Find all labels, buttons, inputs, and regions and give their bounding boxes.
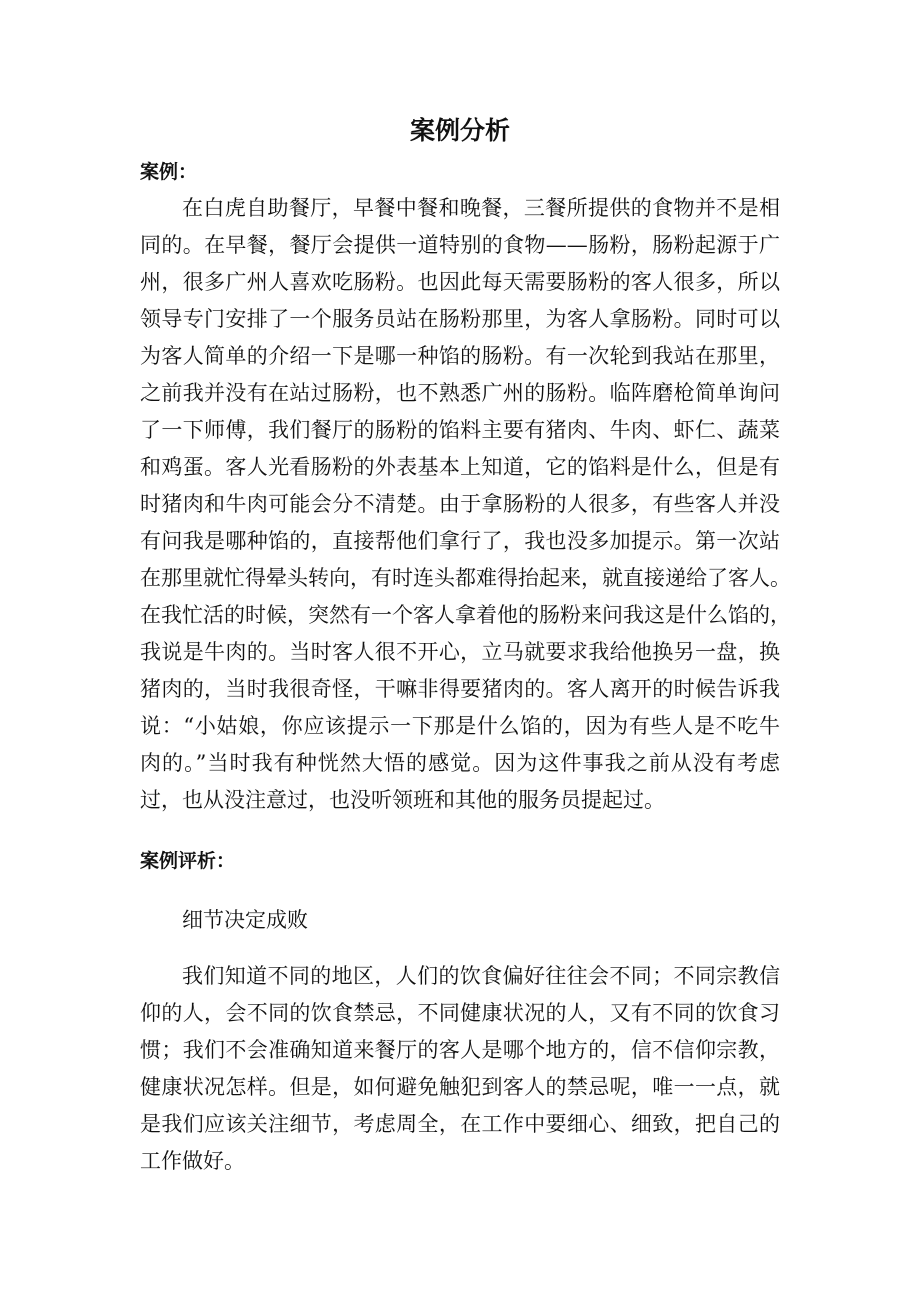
case-line: 时猪肉和牛肉可能会分不清楚。由于拿肠粉的人很多，有些客人并没 [140, 492, 780, 516]
analysis-subtitle: 细节决定成败 [182, 908, 308, 932]
case-line: 在白虎自助餐厅，早餐中餐和晚餐，三餐所提供的食物并不是相 [182, 196, 780, 220]
conclusion-line: 我们知道不同的地区，人们的饮食偏好往往会不同；不同宗教信 [182, 964, 780, 988]
conclusion-line: 工作做好。 [140, 1149, 245, 1173]
case-paragraph [140, 190, 791, 819]
case-line: 在我忙活的时候，突然有一个客人拿着他的肠粉来问我这是什么馅的， [140, 603, 791, 627]
case-line: 我说是牛肉的。当时客人很不开心，立马就要求我给他换另一盘，换 [140, 640, 780, 664]
case-line: 肉的。”当时我有种恍然大悟的感觉。因为这件事我之前从没有考虑 [140, 751, 780, 775]
case-line: 之前我并没有在站过肠粉，也不熟悉广州的肠粉。临阵磨枪简单询问 [140, 381, 780, 405]
conclusion-line: 健康状况怎样。但是，如何避免触犯到客人的禁忌呢，唯一一点，就 [140, 1075, 780, 1099]
conclusion-line: 惯；我们不会准确知道来餐厅的客人是哪个地方的，信不信仰宗教， [140, 1038, 780, 1062]
case-line: 和鸡蛋。客人光看肠粉的外表基本上知道，它的馅料是什么，但是有 [140, 455, 780, 479]
case-line: 为客人简单的介绍一下是哪一种馅的肠粉。有一次轮到我站在那里， [140, 344, 780, 368]
conclusion-paragraph [140, 958, 780, 1180]
case-line: 了一下师傅，我们餐厅的肠粉的馅料主要有猪肉、牛肉、虾仁、蔬菜 [140, 418, 780, 442]
case-line: 说：“小姑娘，你应该提示一下那是什么馅的，因为有些人是不吃牛 [140, 714, 780, 738]
case-line: 州，很多广州人喜欢吃肠粉。也因此每天需要肠粉的客人很多，所以 [140, 270, 780, 294]
case-line: 过，也从没注意过，也没听领班和其他的服务员提起过。 [140, 788, 665, 812]
analysis-label: 案例评析： [140, 850, 236, 872]
case-label: 案例： [140, 161, 198, 183]
case-line: 在那里就忙得晕头转向，有时连头都难得抬起来，就直接递给了客人。 [140, 566, 791, 590]
case-line: 领导专门安排了一个服务员站在肠粉那里，为客人拿肠粉。同时可以 [140, 307, 780, 331]
document-title: 案例分析 [409, 116, 510, 145]
case-line: 猪肉的，当时我很奇怪，干嘛非得要猪肉的。客人离开的时候告诉我 [140, 677, 780, 701]
case-line: 同的。在早餐，餐厅会提供一道特别的食物——肠粉，肠粉起源于广 [140, 233, 780, 257]
case-line: 有问我是哪种馅的，直接帮他们拿行了，我也没多加提示。第一次站 [140, 529, 780, 553]
conclusion-line: 是我们应该关注细节，考虑周全，在工作中要细心、细致，把自己的 [140, 1112, 780, 1136]
conclusion-line: 仰的人，会不同的饮食禁忌，不同健康状况的人，又有不同的饮食习 [140, 1001, 780, 1025]
